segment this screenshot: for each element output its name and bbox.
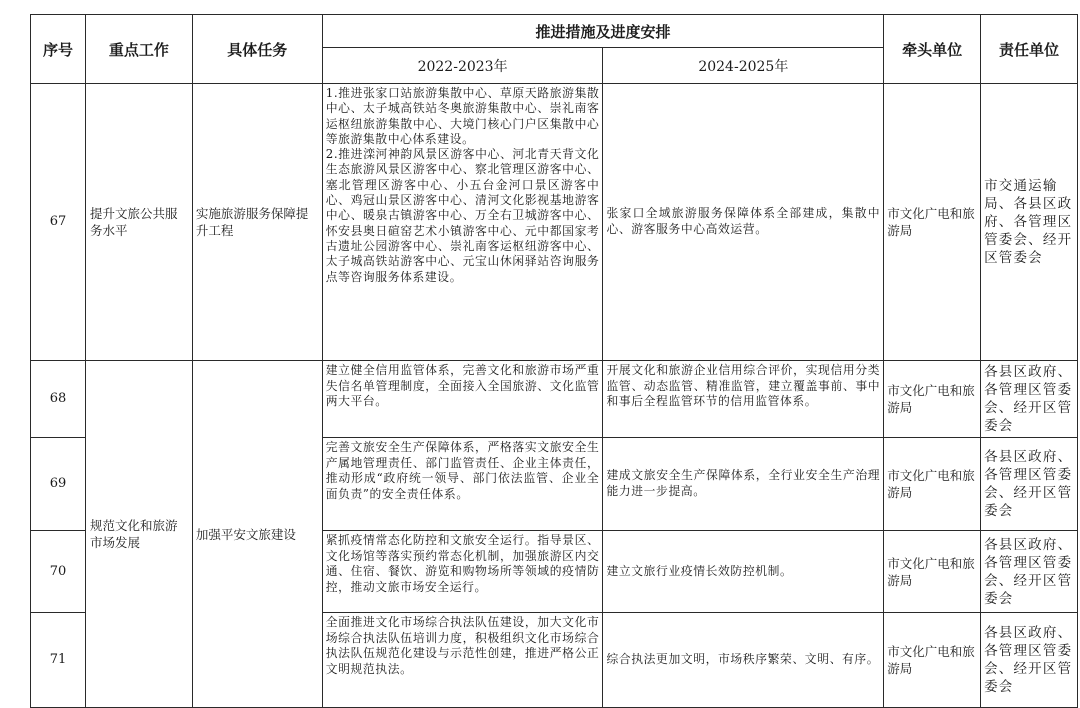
measure-2024-cell: 开展文化和旅游企业信用综合评价，实现信用分类监管、动态监管、精准监管，建立覆盖事前、事中和事后全程监管环节的信用监管体系。 — [603, 361, 884, 438]
header-year-2024: 2024-2025年 — [603, 48, 884, 84]
header-lead-unit: 牵头单位 — [884, 15, 981, 84]
header-key-work: 重点工作 — [86, 15, 193, 84]
header-year-2022: 2022-2023年 — [322, 48, 603, 84]
key-work-cell: 规范文化和旅游市场发展 — [86, 361, 193, 708]
task-cell: 加强平安文旅建设 — [192, 361, 322, 708]
responsible-unit-cell: 各县区政府、各管理区管委会、经开区管委会 — [981, 531, 1078, 613]
row-number: 68 — [31, 361, 86, 438]
header-seq: 序号 — [31, 15, 86, 84]
row-number: 71 — [31, 613, 86, 708]
header-responsible-unit: 责任单位 — [981, 15, 1078, 84]
task-table — [30, 14, 1078, 708]
measure-2024-cell: 建立文旅行业疫情长效防控机制。 — [603, 531, 884, 613]
measure-2022-cell: 1.推进张家口站旅游集散中心、草原天路旅游集散中心、太子城高铁站冬奥旅游集散中心、崇礼南客运枢纽旅游集散中心、大境门核心门户区集散中心等旅游集散中心体系建设。 2.推进滦河神韵风景区游客中心、河北青天背文化生态旅游风景区游客中心、察北管理区游客中心、塞北管理区游客中心、小五台金河口景区游客中心、鸡冠山景区游客中心、清河文化影视基地游客中心、暖泉古镇游客中心、万全右卫城游客中心、怀安县奥日碹窑艺术小镇游客中心、元中都国家考古遗址公园游客中心、崇礼南客运枢纽游客中心、太子城高铁站游客中心、元宝山休闲驿站咨询服务点等咨询服务体系建设。 — [322, 84, 603, 361]
row-number: 69 — [31, 438, 86, 531]
lead-unit-cell: 市文化广电和旅游局 — [884, 361, 981, 438]
header-row — [31, 15, 1078, 48]
measure-2024-cell: 综合执法更加文明，市场秩序繁荣、文明、有序。 — [603, 613, 884, 708]
key-work-cell: 提升文旅公共服务水平 — [86, 84, 193, 361]
policy-table-sheet — [30, 14, 1080, 708]
header-task: 具体任务 — [192, 15, 322, 84]
responsible-unit-cell: 市交通运输局、各县区政府、各管理区管委会、经开区管委会 — [981, 84, 1078, 361]
measure-2022-cell: 全面推进文化市场综合执法队伍建设，加大文化市场综合执法队伍培训力度，积极组织文化市场综合执法队伍规范化建设与示范性创建，推进严格公正文明规范执法。 — [322, 613, 603, 708]
lead-unit-cell: 市文化广电和旅游局 — [884, 531, 981, 613]
lead-unit-cell: 市文化广电和旅游局 — [884, 84, 981, 361]
row-number: 67 — [31, 84, 86, 361]
header-measures: 推进措施及进度安排 — [322, 15, 883, 48]
task-cell: 实施旅游服务保障提升工程 — [192, 84, 322, 361]
lead-unit-cell: 市文化广电和旅游局 — [884, 438, 981, 531]
lead-unit-cell: 市文化广电和旅游局 — [884, 613, 981, 708]
responsible-unit-cell: 各县区政府、各管理区管委会、经开区管委会 — [981, 613, 1078, 708]
measure-2024-cell: 建成文旅安全生产保障体系，全行业安全生产治理能力进一步提高。 — [603, 438, 884, 531]
measure-2024-cell: 张家口全域旅游服务保障体系全部建成，集散中心、游客服务中心高效运营。 — [603, 84, 884, 361]
row-number: 70 — [31, 531, 86, 613]
measure-2022-cell: 完善文旅安全生产保障体系，严格落实文旅安全生产属地管理责任、部门监管责任、企业主体责任，推动形成“政府统一领导、部门依法监管、企业全面负责”的安全责任体系。 — [322, 438, 603, 531]
responsible-unit-cell: 各县区政府、各管理区管委会、经开区管委会 — [981, 438, 1078, 531]
responsible-unit-cell: 各县区政府、各管理区管委会、经开区管委会 — [981, 361, 1078, 438]
table-row — [31, 84, 1078, 361]
table-row — [31, 361, 1078, 438]
measure-2022-cell: 建立健全信用监管体系，完善文化和旅游市场严重失信名单管理制度，全面接入全国旅游、文化监管两大平台。 — [322, 361, 603, 438]
measure-2022-cell: 紧抓疫情常态化防控和文旅安全运行。指导景区、文化场馆等落实预约常态化机制，加强旅游区内交通、住宿、餐饮、游览和购物场所等领域的疫情防控，推动文旅市场安全运行。 — [322, 531, 603, 613]
